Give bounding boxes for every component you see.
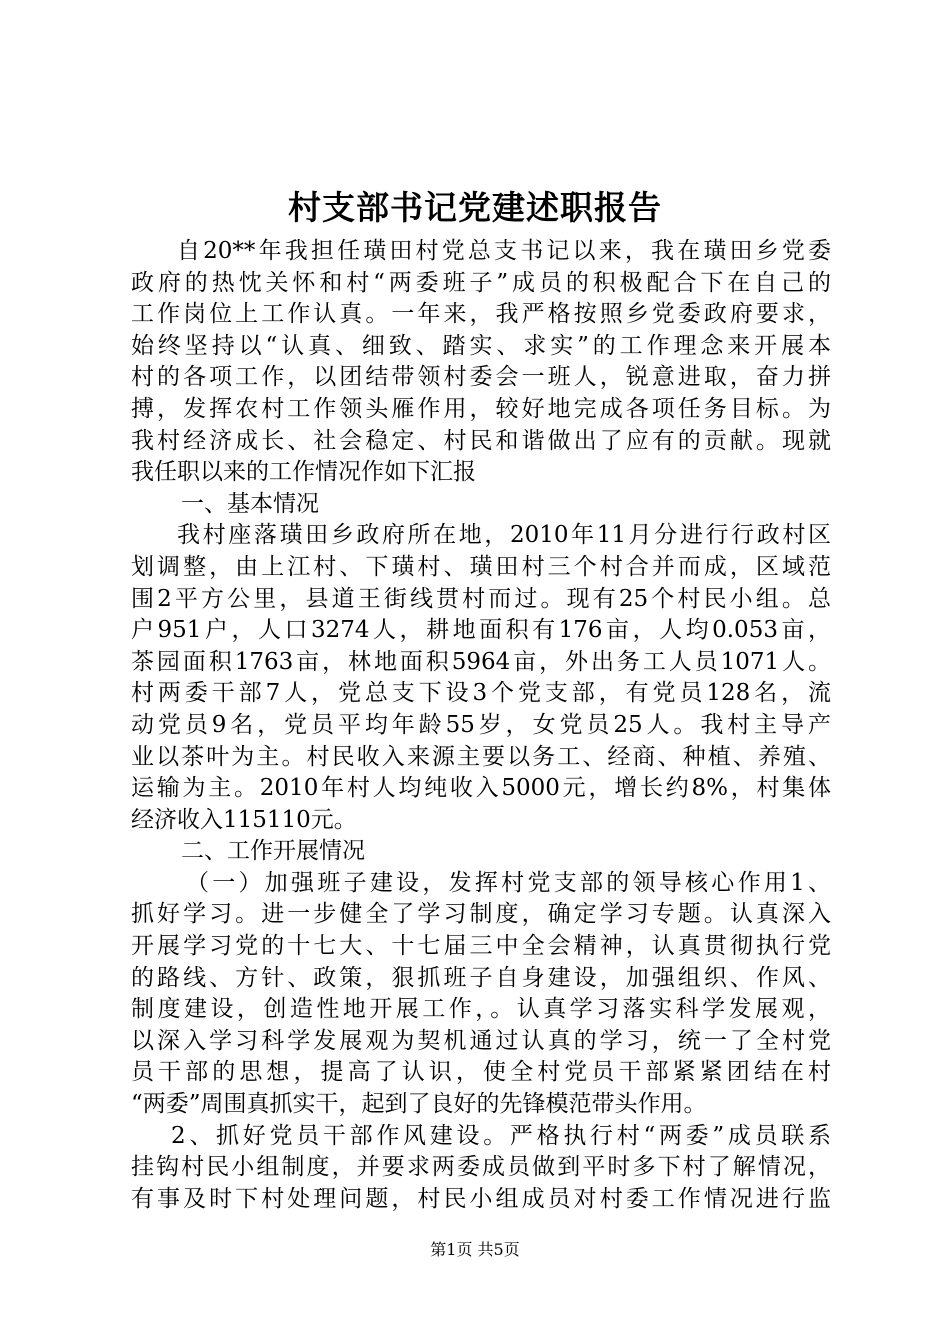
text-line: 我村座落璜田乡政府所在地，2010年11月分进行行政村区 <box>177 522 831 549</box>
text-line: 围2平方公里，县道王街线贯村而过。现有25个村民小组。总 <box>131 585 831 612</box>
text-line: “两委”周围真抓实干，起到了良好的先锋模范带头作用。 <box>131 1091 707 1118</box>
text-line: 的路线、方针、政策，狠抓班子自身建设，加强组织、作风、 <box>131 964 831 991</box>
text-line: 运输为主。2010年村人均纯收入5000元，增长约8%，村集体 <box>131 775 831 802</box>
text-line: 挂钩村民小组制度，并要求两委成员做到平时多下村了解情况， <box>131 1154 831 1181</box>
text-line: 户951户，人口3274人，耕地面积有176亩，人均0.053亩， <box>131 617 831 644</box>
text-line: 政府的热忱关怀和村“两委班子”成员的积极配合下在自己的 <box>131 269 831 296</box>
section-heading-basic <box>131 489 831 521</box>
text-line: 有事及时下村处理问题，村民小组成员对村委工作情况进行监 <box>131 1185 831 1212</box>
text-line: 我村经济成长、社会稳定、村民和谐做出了应有的贡献。现就 <box>131 427 831 454</box>
section-heading: 二、工作开展情况 <box>181 838 365 865</box>
text-line: 动党员9名，党员平均年龄55岁，女党员25人。我村主导产 <box>131 711 831 738</box>
text-line: 制度建设，创造性地开展工作，。认真学习落实科学发展观， <box>131 996 831 1023</box>
text-line: 自20**年我担任璜田村党总支书记以来，我在璜田乡党委 <box>177 238 831 264</box>
text-line: 经济收入115110元。 <box>131 806 357 833</box>
text-line: 2、抓好党员干部作风建设。严格执行村“两委”成员联系 <box>171 1122 831 1149</box>
document-title: 村支部书记党建述职报告 <box>288 188 662 227</box>
section-heading-work <box>131 836 831 868</box>
text-line: 员干部的思想，提高了认识，使全村党员干部紧紧团结在村 <box>131 1059 831 1086</box>
text-line: 开展学习党的十七大、十七届三中全会精神，认真贯彻执行党 <box>131 933 831 960</box>
document-body <box>131 236 831 1215</box>
text-line: 工作岗位上工作认真。一年来，我严格按照乡党委政府要求， <box>131 301 831 328</box>
text-line: 我任职以来的工作情况作如下汇报 <box>131 459 476 486</box>
paragraph-work-style <box>131 1121 831 1216</box>
text-line: 村的各项工作，以团结带领村委会一班人，锐意进取，奋力拼 <box>131 364 831 391</box>
paragraph-team-building <box>131 868 831 1121</box>
text-line: 以深入学习科学发展观为契机通过认真的学习，统一了全村党 <box>131 1027 831 1054</box>
paragraph-basic-info <box>131 520 831 836</box>
text-line: 始终坚持以“认真、细致、踏实、求实”的工作理念来开展本 <box>131 332 831 359</box>
page-number: 第1页 共5页 <box>430 1240 520 1259</box>
text-line: 划调整，由上江村、下璜村、璜田村三个村合并而成，区域范 <box>131 553 831 580</box>
paragraph-intro <box>131 236 831 489</box>
text-line: 村两委干部7人，党总支下设3个党支部，有党员128名，流 <box>131 680 831 707</box>
text-line: 茶园面积1763亩，林地面积5964亩，外出务工人员1071人。 <box>131 648 831 675</box>
text-line: 搏，发挥农村工作领头雁作用，较好地完成各项任务目标。为 <box>131 395 831 422</box>
section-heading: 一、基本情况 <box>181 490 319 517</box>
text-line: 抓好学习。进一步健全了学习制度，确定学习专题。认真深入 <box>131 901 831 928</box>
text-line: 业以茶叶为主。村民收入来源主要以务工、经商、种植、养殖、 <box>131 743 831 770</box>
text-line: （一）加强班子建设，发挥村党支部的领导核心作用1、 <box>186 869 831 896</box>
